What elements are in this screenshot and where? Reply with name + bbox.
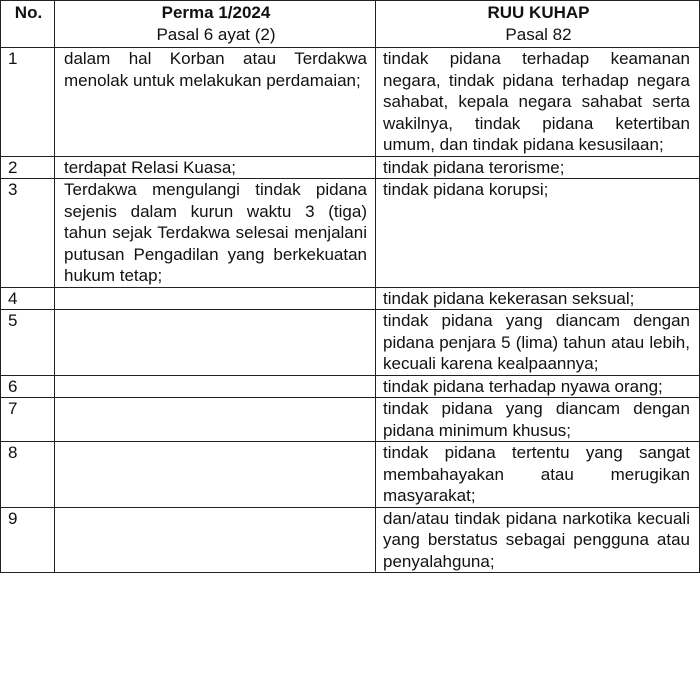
table-row <box>1 48 700 157</box>
perma-cell: dalam hal Korban atau Terdakwa menolak untuk melakukan perdamaian; <box>55 48 376 157</box>
header-perma-subtitle: Pasal 6 ayat (2) <box>156 25 276 44</box>
row-number: 1 <box>1 48 55 157</box>
ruu-cell: tindak pidana tertentu yang sangat membahayakan atau merugikan masyarakat; <box>376 442 700 508</box>
header-ruu-subtitle: Pasal 82 <box>505 25 572 44</box>
table-row <box>1 442 700 508</box>
header-perma <box>55 1 376 48</box>
perma-cell: terdapat Relasi Kuasa; <box>55 156 376 179</box>
ruu-cell: tindak pidana terhadap keamanan negara, tindak pidana terhadap negara sahabat, kepala negara sahabat serta wakilnya, tindak pidana ketertiban umum, dan tindak pidana kesusilaan; <box>376 48 700 157</box>
row-number: 8 <box>1 442 55 508</box>
perma-cell: Terdakwa mengulangi tindak pidana sejenis dalam kurun waktu 3 (tiga) tahun sejak Terdakwa selesai menjalani putusan Pengadilan yang berkekuatan hukum tetap; <box>55 179 376 288</box>
row-number: 7 <box>1 398 55 442</box>
ruu-cell: tindak pidana terorisme; <box>376 156 700 179</box>
ruu-cell: tindak pidana kekerasan seksual; <box>376 287 700 310</box>
table-row <box>1 398 700 442</box>
table-row <box>1 156 700 179</box>
ruu-cell: dan/atau tindak pidana narkotika kecuali yang berstatus sebagai pengguna atau penyalahguna; <box>376 507 700 573</box>
header-ruu-title: RUU KUHAP <box>487 3 590 22</box>
row-number: 3 <box>1 179 55 288</box>
perma-cell <box>55 442 376 508</box>
ruu-cell: tindak pidana terhadap nyawa orang; <box>376 375 700 398</box>
row-number: 5 <box>1 310 55 376</box>
ruu-cell: tindak pidana yang diancam dengan pidana penjara 5 (lima) tahun atau lebih, kecuali karena kealpaannya; <box>376 310 700 376</box>
header-no-label: No. <box>14 3 43 22</box>
table-header-row <box>1 1 700 48</box>
perma-cell <box>55 287 376 310</box>
table-row <box>1 179 700 288</box>
ruu-cell: tindak pidana yang diancam dengan pidana minimum khusus; <box>376 398 700 442</box>
table-row <box>1 375 700 398</box>
header-no <box>1 1 55 48</box>
row-number: 9 <box>1 507 55 573</box>
table-row <box>1 310 700 376</box>
row-number: 4 <box>1 287 55 310</box>
header-perma-title: Perma 1/2024 <box>161 3 271 22</box>
ruu-cell: tindak pidana korupsi; <box>376 179 700 288</box>
perma-cell <box>55 398 376 442</box>
row-number: 2 <box>1 156 55 179</box>
table-row <box>1 287 700 310</box>
row-number: 6 <box>1 375 55 398</box>
perma-cell <box>55 375 376 398</box>
perma-cell <box>55 310 376 376</box>
table-row <box>1 507 700 573</box>
perma-cell <box>55 507 376 573</box>
header-ruu <box>376 1 700 48</box>
